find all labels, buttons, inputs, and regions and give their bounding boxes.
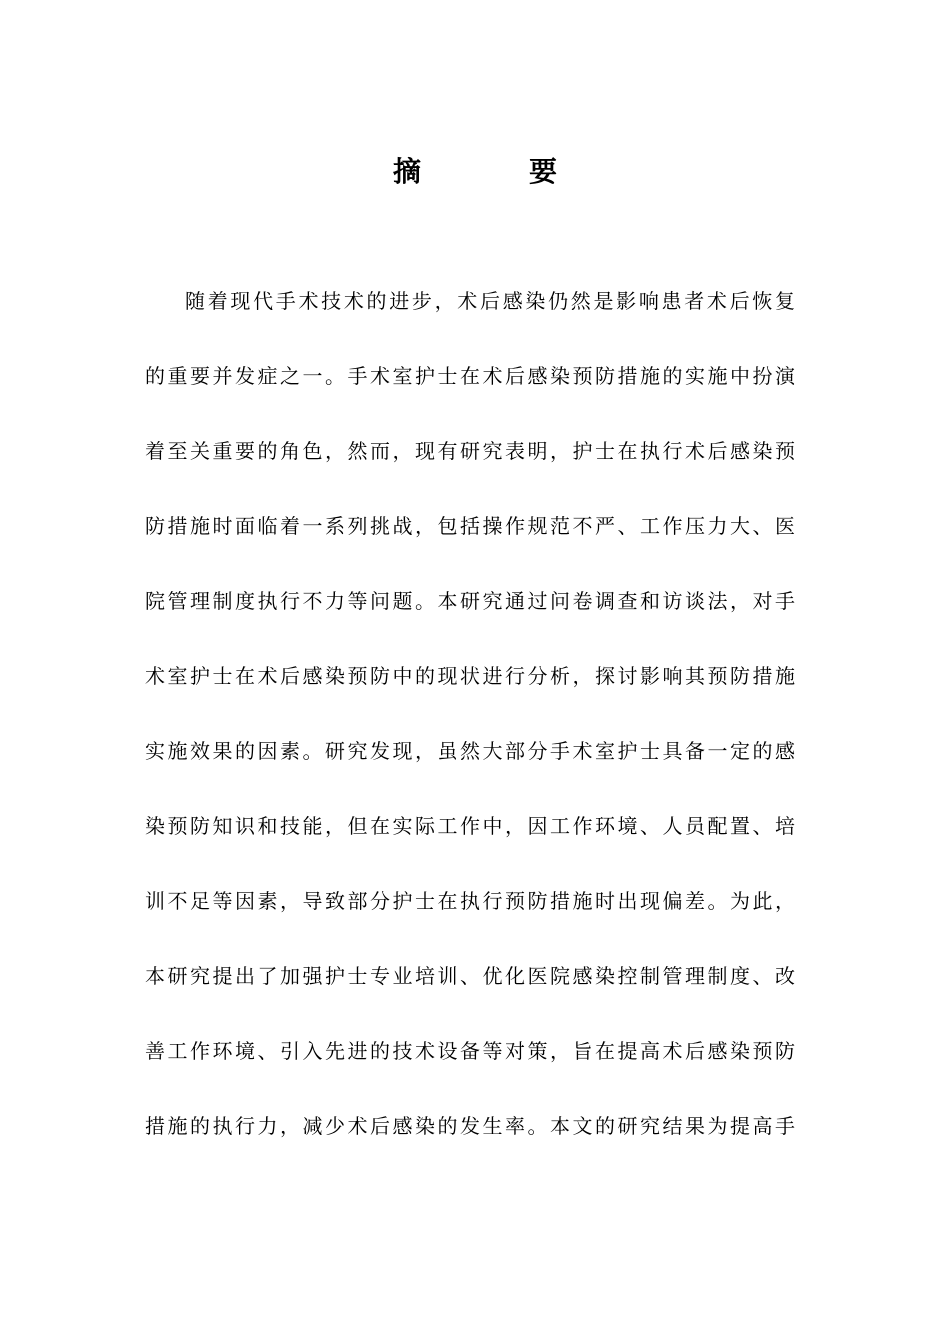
abstract-body <box>145 281 795 1181</box>
paragraph-line: 院管理制度执行不力等问题。本研究通过问卷调查和访谈法，对手 <box>145 589 795 613</box>
paragraph-line: 防措施时面临着一系列挑战，包括操作规范不严、工作压力大、医 <box>145 514 795 538</box>
paragraph-line: 善工作环境、引入先进的技术设备等对策，旨在提高术后感染预防 <box>145 1039 795 1063</box>
paragraph-line: 措施的执行力，减少术后感染的发生率。本文的研究结果为提高手 <box>145 1114 795 1138</box>
paragraph-line: 实施效果的因素。研究发现，虽然大部分手术室护士具备一定的感 <box>145 739 795 763</box>
paragraph-line: 随着现代手术技术的进步，术后感染仍然是影响患者术后恢复 <box>185 289 795 313</box>
paragraph-line: 训不足等因素，导致部分护士在执行预防措施时出现偏差。为此， <box>145 889 795 913</box>
page-title: 摘 要 <box>392 155 597 188</box>
paragraph-line: 术室护士在术后感染预防中的现状进行分析，探讨影响其预防措施 <box>145 664 795 688</box>
paragraph-line: 染预防知识和技能，但在实际工作中，因工作环境、人员配置、培 <box>145 814 795 838</box>
paragraph-line: 的重要并发症之一。手术室护士在术后感染预防措施的实施中扮演 <box>145 364 795 388</box>
paragraph-line: 本研究提出了加强护士专业培训、优化医院感染控制管理制度、改 <box>145 964 795 988</box>
paragraph-line: 着至关重要的角色，然而，现有研究表明，护士在执行术后感染预 <box>145 439 795 463</box>
